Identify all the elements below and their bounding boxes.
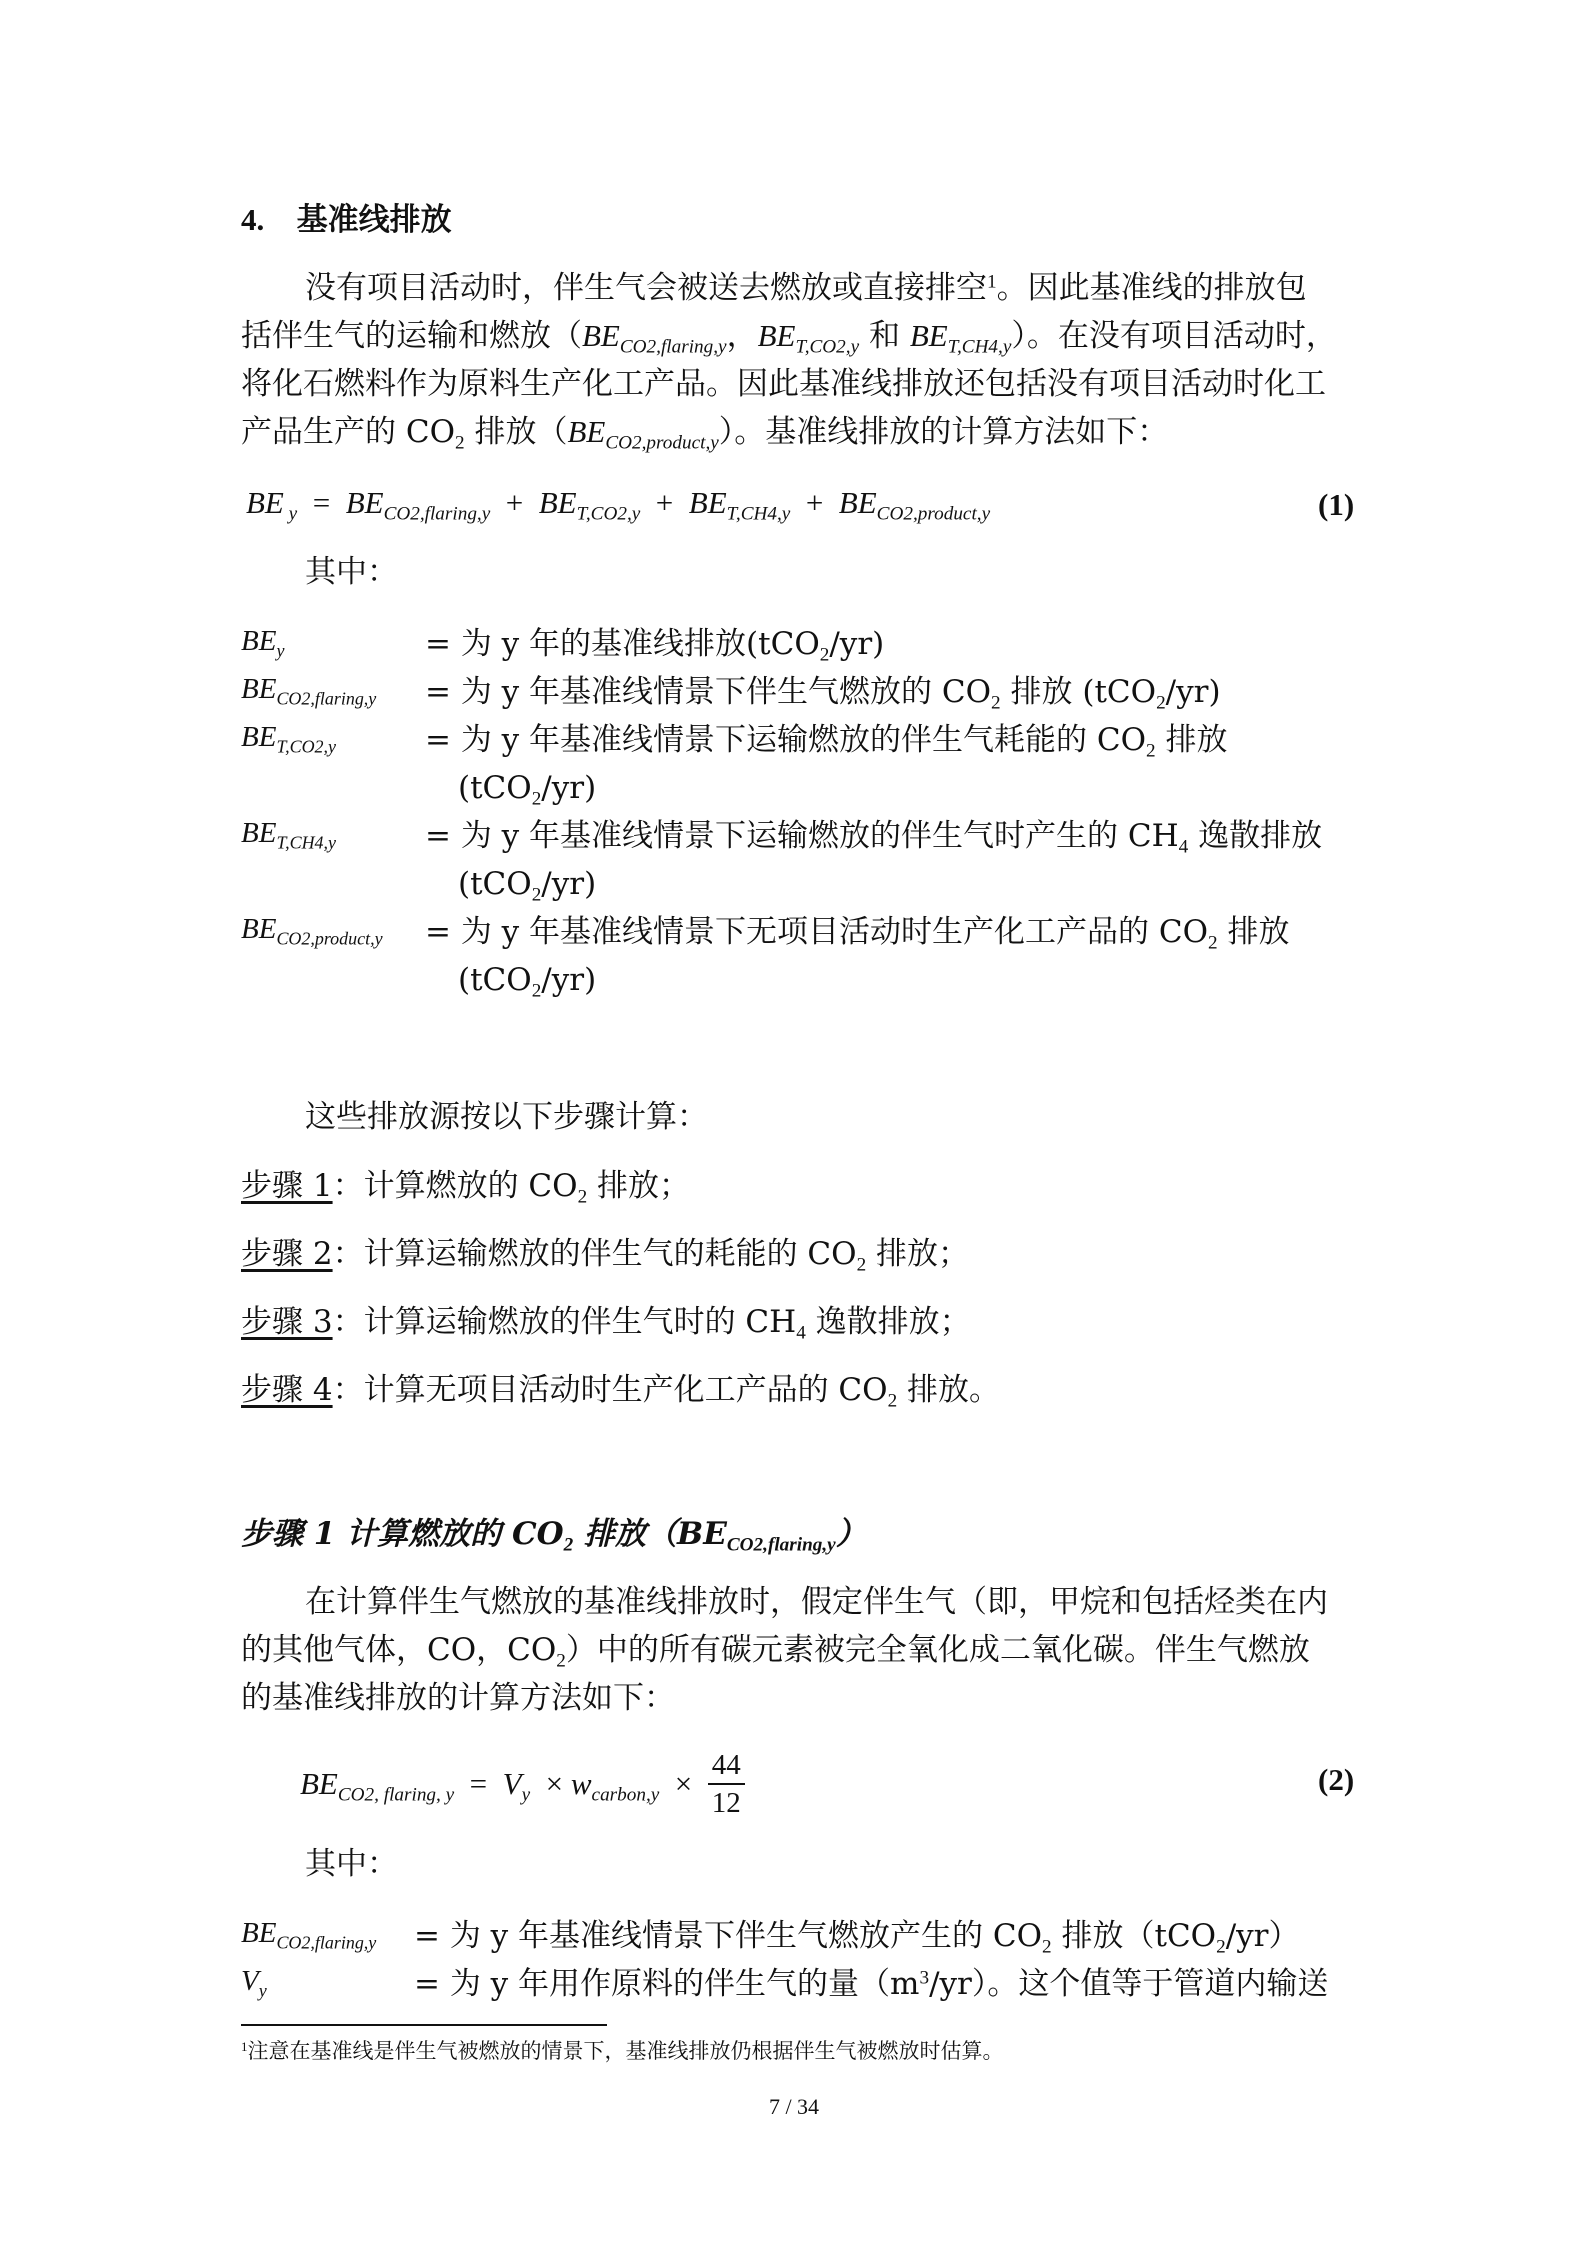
def-symbol: $BE_{CO2,product,y}$ — [241, 913, 383, 949]
equation-1-number: (1) — [1318, 487, 1355, 522]
step-item: 步骤 2：计算运输燃放的伴生气的耗能的 $CO_2$ 排放； — [241, 1236, 970, 1276]
def-description: = 为 y 年基准线情景下伴生气燃放产生的 $CO_2$ 排放（tCO$_2$/yr） — [414, 1918, 1300, 1958]
step1-para-line-2: 的其他气体，CO，$CO_2$）中的所有碳元素被完全氧化成二氧化碳。伴生气燃放 — [241, 1632, 1310, 1672]
def-description: = 为 y 年基准线情景下无项目活动时生产化工产品的 $CO_2$ 排放 — [425, 914, 1290, 954]
footnote-ref: 1 — [987, 271, 997, 293]
def-description: = 为 y 年用作原料的伴生气的量$(m^3/yr)$。这个值等于管道内输送 — [414, 1966, 1329, 2002]
def-symbol: $BE_{T,CO2,y}$ — [241, 721, 337, 757]
intro-line-2: 括伴生气的运输和燃放（$BE_{CO2,flaring,y}$，$BE_{T,CO2,y}$ 和 $BE_{T,CH4,y}$）。在没有项目活动时， — [241, 318, 1337, 358]
def-symbol: $BE_{CO2,flaring,y}$ — [241, 673, 377, 709]
def-symbol: $V_y$ — [241, 1965, 267, 2001]
def-description: = 为 y 年基准线情景下伴生气燃放的 $CO_2$ 排放 (tCO$_2$/yr) — [425, 674, 1221, 714]
step1-para-line-1: 在计算伴生气燃放的基准线排放时，假定伴生气（即，甲烷和包括烃类在内 — [305, 1584, 1328, 1620]
section-heading — [241, 196, 452, 244]
where-label-2: 其中： — [305, 1846, 398, 1882]
step-item: 步骤 1：计算燃放的 $CO_2$ 排放； — [241, 1168, 691, 1208]
equation-2-number: (2) — [1318, 1762, 1355, 1797]
where-label-1: 其中： — [305, 554, 398, 590]
step1-heading: 步骤 1 计算燃放的 $CO_2$ 排放$(BE_{CO2,flaring,y})$ — [241, 1516, 867, 1556]
footnote — [241, 2036, 1004, 2066]
step-label: 步骤 4 — [241, 1372, 333, 1408]
step-item: 步骤 4：计算无项目活动时生产化工产品的 $CO_2$ 排放。 — [241, 1372, 1001, 1412]
def-description-cont: (tCO$_2$/yr) — [458, 866, 597, 906]
page-number: 7 / 34 — [768, 2094, 820, 2119]
steps-intro: 这些排放源按以下步骤计算： — [305, 1099, 708, 1135]
step1-para-line-3: 的基准线排放的计算方法如下： — [241, 1680, 675, 1716]
def-description: = 为 y 年基准线情景下运输燃放的伴生气时产生的 $CH_4$ 逸散排放 — [425, 818, 1323, 858]
intro-line-1: 没有项目活动时，伴生气会被送去燃放或直接排空$^1$。因此基准线的排放包 — [305, 270, 1307, 306]
fraction: $\frac{44}{12}$ — [708, 1747, 745, 1821]
step-label: 步骤 3 — [241, 1304, 333, 1340]
equation-1: BE $_y = BE_{CO2,flaring,y} + BE_{T,CO2,y} + BE_{T,CH4,y} + BE_{CO2,product,y}$ — [246, 485, 991, 525]
step-label: 步骤 1 — [241, 1168, 333, 1204]
equation-2: $BE_{CO2, flaring, y} = V_y \times w_{carbon,y}$ × $\frac{44}{12}$ — [300, 1747, 745, 1821]
footnote-mark: 1 — [241, 2038, 248, 2054]
step-label: 步骤 2 — [241, 1236, 333, 1272]
section-number: 4. — [241, 202, 265, 237]
step-item: 步骤 3：计算运输燃放的伴生气时的 $CH_4$ 逸散排放； — [241, 1304, 971, 1344]
def-description: = 为 y 年基准线情景下运输燃放的伴生气耗能的 $CO_2$ 排放 — [425, 722, 1228, 762]
def-description: = 为 y 年的基准线排放(tCO$_2$/yr) — [425, 626, 885, 666]
def-symbol: $BE_{CO2,flaring,y}$ — [241, 1917, 377, 1953]
def-symbol: $BE_{T,CH4,y}$ — [241, 817, 337, 853]
footnote-text: 注意在基准线是伴生气被燃放的情景下，基准线排放仍根据伴生气被燃放时估算。 — [247, 2039, 1004, 2063]
def-description-cont: (tCO$_2$/yr) — [458, 962, 597, 1002]
section-title: 基准线排放 — [296, 202, 452, 238]
def-symbol: $BE_y$ — [241, 625, 285, 661]
footnote-divider — [241, 2024, 607, 2026]
intro-line-4: 产品生产的 $CO_2$ 排放$(BE_{CO2,product,y})$。基准线排放的计算方法如下： — [241, 414, 1169, 454]
intro-line-3: 将化石燃料作为原料生产化工产品。因此基准线排放还包括没有项目活动时化工 — [241, 366, 1326, 402]
def-description-cont: (tCO$_2$/yr) — [458, 770, 597, 810]
